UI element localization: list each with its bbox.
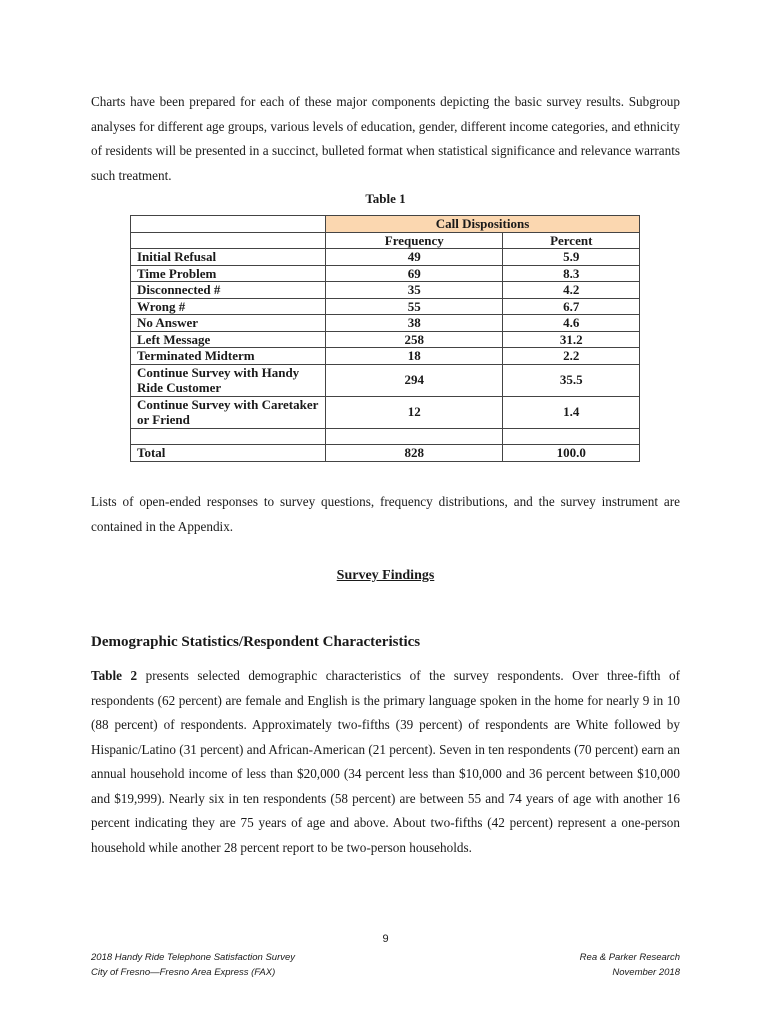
table-header: Call Dispositions bbox=[326, 216, 640, 233]
row-percent: 1.4 bbox=[503, 396, 640, 428]
table-row bbox=[131, 298, 640, 315]
row-percent: 31.2 bbox=[503, 331, 640, 348]
row-frequency: 18 bbox=[326, 348, 503, 365]
page-number: 9 bbox=[382, 933, 389, 945]
row-frequency: 55 bbox=[326, 298, 503, 315]
appendix-paragraph: Lists of open-ended responses to survey questions, frequency distributions, and the survey instrument are contained in the Appendix. bbox=[91, 494, 680, 534]
call-dispositions-table bbox=[130, 215, 640, 462]
footer-client: City of Fresno—Fresno Area Express (FAX) bbox=[91, 967, 276, 978]
row-label: No Answer bbox=[131, 315, 326, 332]
table-row bbox=[131, 364, 640, 396]
footer-right bbox=[580, 950, 680, 980]
column-header-frequency: Frequency bbox=[326, 232, 503, 249]
demographics-paragraph bbox=[91, 664, 680, 860]
row-frequency: 35 bbox=[326, 282, 503, 299]
footer-author: Rea & Parker Research bbox=[579, 952, 680, 963]
table-header-row bbox=[131, 216, 640, 233]
demographics-text: presents selected demographic characteristics of the survey respondents. Over three-fifth of respondents (62 percent) are female and English is the primary language spoken in the home for nearly 9 in 10 (88 percent) of respondents. Approximately two-fifths (39 percent) of respondents are White followed by Hispanic/Latino (31 percent) and African-American (21 percent). Seven in ten respondents (70 percent) earn an annual household income of less than $20,000 (34 percent less than $10,000 and 36 percent between $10,000 and $19,999). Nearly six in ten respondents (58 percent) are between 55 and 74 years of age with another 16 percent indicating they are 75 years of age and above. About two-fifths (42 percent) represent a one-person household while another 28 percent report to be two-person households. bbox=[91, 668, 680, 855]
table-row bbox=[131, 348, 640, 365]
row-percent: 5.9 bbox=[503, 249, 640, 266]
table-row bbox=[131, 265, 640, 282]
subsection-title: Demographic Statistics/Respondent Characteristics bbox=[91, 634, 421, 650]
row-label: Continue Survey with Handy Ride Customer bbox=[131, 364, 326, 396]
row-frequency: 294 bbox=[326, 364, 503, 396]
footer-survey-title: 2018 Handy Ride Telephone Satisfaction Survey bbox=[91, 952, 296, 963]
footer-left bbox=[91, 950, 295, 980]
row-percent: 2.2 bbox=[503, 348, 640, 365]
row-label: Time Problem bbox=[131, 265, 326, 282]
row-label: Disconnected # bbox=[131, 282, 326, 299]
section-title: Survey Findings bbox=[336, 568, 435, 583]
row-frequency: 258 bbox=[326, 331, 503, 348]
table-total-row bbox=[131, 445, 640, 462]
total-label: Total bbox=[131, 445, 326, 462]
row-label: Left Message bbox=[131, 331, 326, 348]
row-frequency: 12 bbox=[326, 396, 503, 428]
table-column-header-row bbox=[131, 232, 640, 249]
row-percent: 4.6 bbox=[503, 315, 640, 332]
table-row bbox=[131, 282, 640, 299]
table-row bbox=[131, 249, 640, 266]
table-title: Table 1 bbox=[365, 191, 406, 206]
row-frequency: 38 bbox=[326, 315, 503, 332]
table-row bbox=[131, 315, 640, 332]
row-percent: 4.2 bbox=[503, 282, 640, 299]
table-blank-row bbox=[131, 428, 640, 445]
row-frequency: 69 bbox=[326, 265, 503, 282]
table-row bbox=[131, 331, 640, 348]
row-label: Continue Survey with Caretaker or Friend bbox=[131, 396, 326, 428]
row-percent: 6.7 bbox=[503, 298, 640, 315]
table-2-reference: Table 2 bbox=[91, 668, 138, 683]
row-label: Terminated Midterm bbox=[131, 348, 326, 365]
row-frequency: 49 bbox=[326, 249, 503, 266]
row-label: Initial Refusal bbox=[131, 249, 326, 266]
row-percent: 35.5 bbox=[503, 364, 640, 396]
row-label: Wrong # bbox=[131, 298, 326, 315]
intro-paragraph: Charts have been prepared for each of these major components depicting the basic survey results. Subgroup analyses for different age groups, various levels of education, gender, different income categories, and ethnicity of residents will be presented in a succinct, bulleted format when statistical significance and relevance warrants such treatment. bbox=[91, 94, 680, 183]
table-row bbox=[131, 396, 640, 428]
total-frequency: 828 bbox=[326, 445, 503, 462]
footer-date: November 2018 bbox=[612, 967, 680, 978]
total-percent: 100.0 bbox=[503, 445, 640, 462]
row-percent: 8.3 bbox=[503, 265, 640, 282]
column-header-percent: Percent bbox=[503, 232, 640, 249]
